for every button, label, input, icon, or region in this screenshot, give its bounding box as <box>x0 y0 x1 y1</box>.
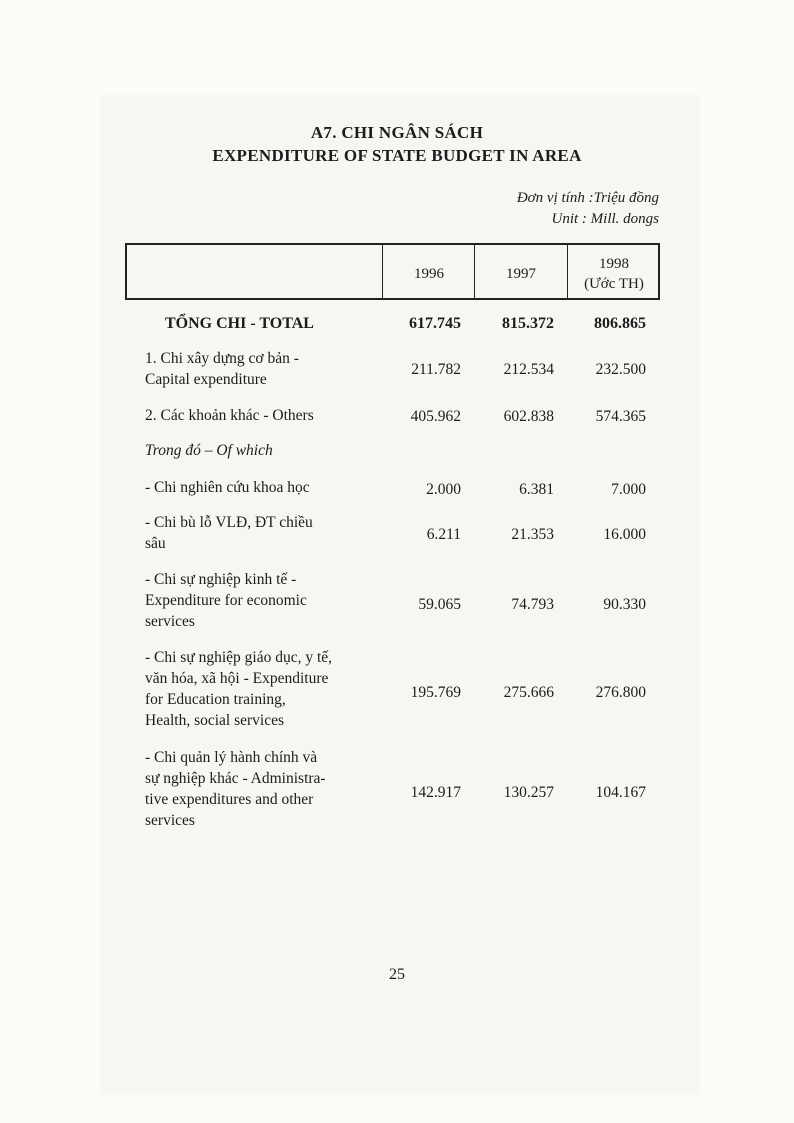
row-label-economic <box>145 569 307 632</box>
row-label-science: - Chi nghiên cứu khoa học <box>145 479 310 496</box>
value-1997: 6.381 <box>519 481 554 498</box>
table-title: A7. CHI NGÂN SÁCH <box>310 123 484 142</box>
value-1996: 2.000 <box>426 481 461 498</box>
value-1998: 574.365 <box>595 408 646 425</box>
table-title-english: EXPENDITURE OF STATE BUDGET IN AREA <box>212 146 582 165</box>
row-label-line: for Education training, <box>145 691 286 708</box>
value-1998: 16.000 <box>603 526 646 543</box>
row-label-line: Health, social services <box>145 712 285 729</box>
value-1997: 815.372 <box>502 315 554 332</box>
value-1996: 59.065 <box>418 596 461 613</box>
header-year-1998-note: (Ước TH) <box>584 276 644 292</box>
page-number: 25 <box>389 966 405 983</box>
row-label-capital <box>145 348 299 390</box>
value-1996: 405.962 <box>410 408 461 425</box>
header-divider <box>567 245 568 298</box>
value-1996: 142.917 <box>410 784 461 801</box>
row-label-line: Capital expenditure <box>145 371 267 388</box>
row-label-line: services <box>145 812 195 829</box>
row-label-line: sự nghiệp khác - Administra- <box>145 770 326 787</box>
value-1998: 232.500 <box>595 361 646 378</box>
row-label-others: 2. Các khoản khác - Others <box>145 407 314 424</box>
value-1998: 104.167 <box>595 784 646 801</box>
value-1996: 6.211 <box>426 526 461 543</box>
row-label-loss-compensation <box>145 512 313 554</box>
header-divider <box>382 245 383 298</box>
row-label-line: Expenditure for economic <box>145 592 307 609</box>
row-label-line: 1. Chi xây dựng cơ bản - <box>145 350 299 367</box>
row-label-line: tive expenditures and other <box>145 791 314 808</box>
row-label-of-which: Trong đó – Of which <box>145 442 273 459</box>
header-year-1997: 1997 <box>506 266 536 282</box>
row-label-line: văn hóa, xã hội - Expenditure <box>145 670 329 687</box>
value-1998: 90.330 <box>603 596 646 613</box>
value-1996: 617.745 <box>409 315 461 332</box>
row-label-line: sâu <box>145 535 166 552</box>
value-1997: 275.666 <box>503 684 554 701</box>
value-1997: 602.838 <box>503 408 554 425</box>
value-1997: 74.793 <box>511 596 554 613</box>
row-label-total: TỔNG CHI - TOTAL <box>165 315 314 332</box>
row-label-administrative <box>145 747 326 831</box>
table-header <box>125 243 660 300</box>
row-label-line: - Chi sự nghiệp kinh tế - <box>145 571 297 588</box>
unit-label-vietnamese: Đơn vị tính :Triệu đồng <box>516 190 659 206</box>
header-divider <box>474 245 475 298</box>
unit-label-english: Unit : Mill. dongs <box>551 211 659 227</box>
row-label-line: - Chi bù lỗ VLĐ, ĐT chiều <box>145 514 313 531</box>
value-1998: 7.000 <box>611 481 646 498</box>
value-1997: 130.257 <box>503 784 554 801</box>
value-1998: 276.800 <box>595 684 646 701</box>
value-1998: 806.865 <box>594 315 646 332</box>
value-1997: 21.353 <box>511 526 554 543</box>
header-year-1998: 1998 <box>599 256 629 272</box>
row-label-line: - Chi sự nghiệp giáo dục, y tế, <box>145 649 333 666</box>
row-label-line: - Chi quản lý hành chính và <box>145 749 318 766</box>
row-label-line: services <box>145 613 195 630</box>
header-year-1996: 1996 <box>414 266 444 282</box>
value-1996: 195.769 <box>410 684 461 701</box>
value-1997: 212.534 <box>503 361 554 378</box>
value-1996: 211.782 <box>411 361 461 378</box>
row-label-education <box>145 647 332 731</box>
